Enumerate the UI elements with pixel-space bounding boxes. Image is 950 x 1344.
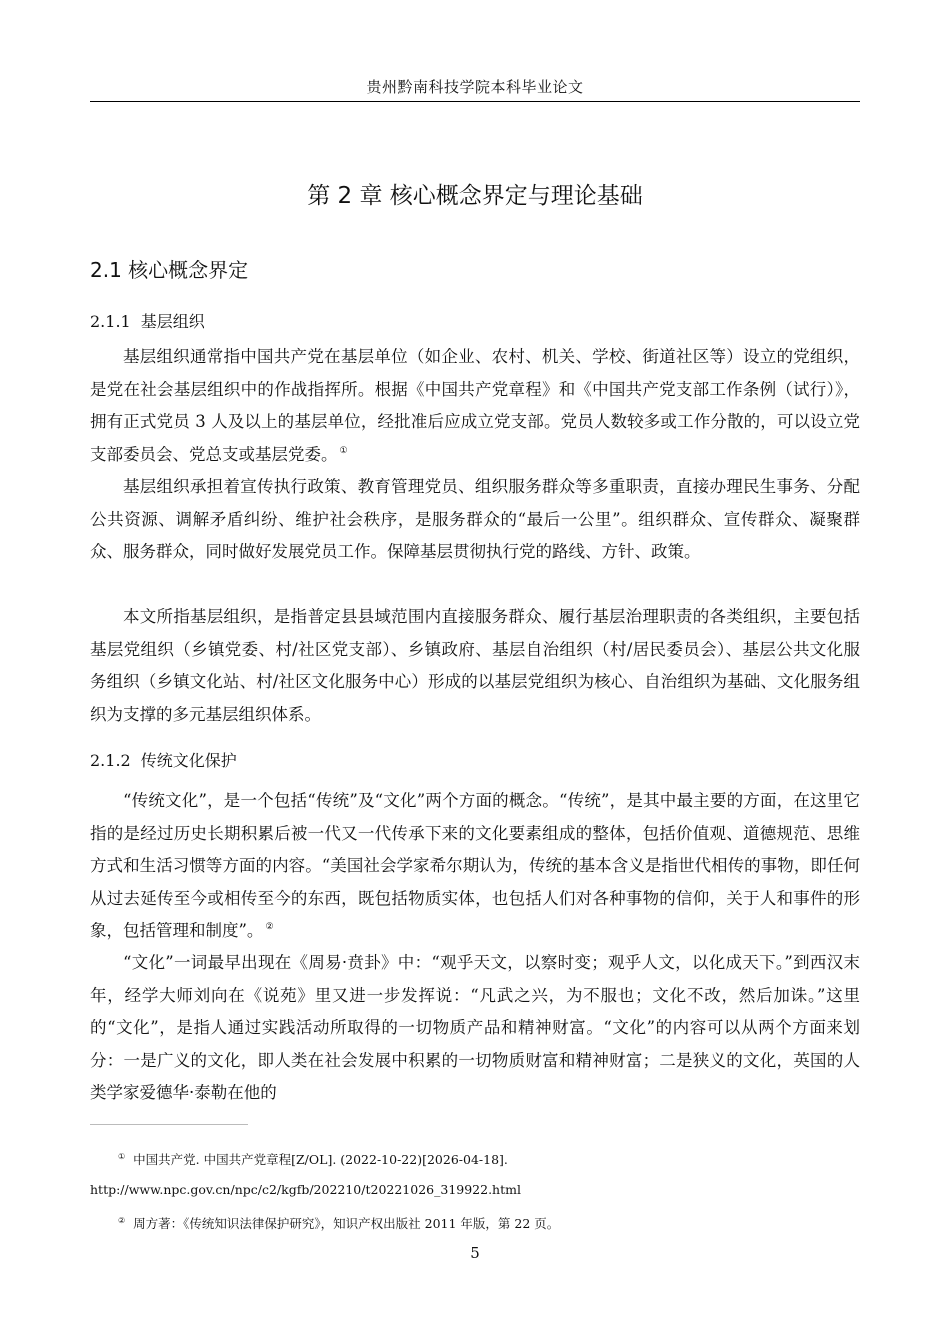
subsection-title: 传统文化保护 [140,751,237,770]
footnote-mark: ② [118,1216,126,1225]
page-number: 5 [470,1244,480,1262]
footnote-text: 周方著：《传统知识法律保护研究》，知识产权出版社 2011 年版，第 22 页。 [133,1216,560,1231]
footnote-ref[interactable]: ① [339,445,348,456]
paragraph: 基层组织通常指中国共产党在基层单位（如企业、农村、机关、学校、街道社区等）设立的党组织，是党在社会基层组织中的作战指挥所。根据《中国共产党章程》和《中国共产党支部工作条例（试行）》，拥有正式党员 3 人及以上的基层单位，经批准后应成立党支部。党员人数较多或工作分散的，可以设立党支部委员会、党总支或基层党委。 ① [90,347,860,464]
subsection-heading-2-1-2 [90,748,237,771]
footnote-1 [118,1148,508,1169]
paragraph: 本文所指基层组织，是指普定县县域范围内直接服务群众、履行基层治理职责的各类组织，主要包括基层党组织（乡镇党委、村/社区党支部）、乡镇政府、基层自治组织（村/居民委员会）、基层公共文化服务组织（乡镇文化站、村/社区文化服务中心）形成的以基层党组织为核心、自治组织为基础、文化服务组织为支撑的多元基层组织体系。 [90,607,860,724]
footnote-2 [118,1212,559,1233]
footnote-text: 中国共产党. 中国共产党章程[Z/OL]. (2022-10-22)[2026-04-18]. [133,1152,508,1167]
paragraph: 基层组织承担着宣传执行政策、教育管理党员、组织服务群众等多重职责，直接办理民生事务、分配公共资源、调解矛盾纠纷、维护社会秩序，是服务群众的“最后一公里”。组织群众、宣传群众、凝聚群众、服务群众，同时做好发展党员工作。保障基层贯彻执行党的路线、方针、政策。 [90,477,860,561]
footnote-mark: ① [118,1152,126,1161]
running-header: 贵州黔南科技学院本科毕业论文 [366,78,584,96]
paragraph: “文化”一词最早出现在《周易·贲卦》中：“观乎天文，以察时变；观乎人文，以化成天下。”到西汉末年，经学大师刘向在《说苑》里又进一步发挥说：“凡武之兴，为不服也；文化不改，然后加诛。”这里的“文化”，是指人通过实践活动所取得的一切物质产品和精神财富。“文化”的内容可以从两个方面来划分：一是广义的文化，即人类在社会发展中积累的一切物质财富和精神财富；二是狭义的文化，英国的人类学家爱德华·泰勒在他的 [90,953,860,1102]
subsection-number: 2.1.2 [90,751,131,770]
footnote-rule [90,1124,248,1125]
paragraph: “传统文化”，是一个包括“传统”及“文化”两个方面的概念。“传统”，是其中最主要的方面，在这里它指的是经过历史长期积累后被一代又一代传承下来的文化要素组成的整体，包括价值观、道德规范、思维方式和生活习惯等方面的内容。“美国社会学家希尔期认为，传统的基本含义是指世代相传的事物，即任何从过去延传至今或相传至今的东西，既包括物质实体，也包括人们对各种事物的信仰，关于人和事件的形象，包括管理和制度”。 ② [90,791,860,940]
chapter-title: 第 2 章 核心概念界定与理论基础 [307,183,643,209]
subsection-heading-2-1-1 [90,309,205,332]
subsection-title: 基层组织 [140,312,205,331]
subsection-number: 2.1.1 [90,312,131,331]
footnote-ref[interactable]: ② [265,922,274,932]
section-heading-2-1: 2.1 核心概念界定 [90,258,249,282]
header-rule [90,101,860,102]
footnote-1-url[interactable]: http://www.npc.gov.cn/npc/c2/kgfb/202210/t20221026_319922.html [90,1182,521,1197]
